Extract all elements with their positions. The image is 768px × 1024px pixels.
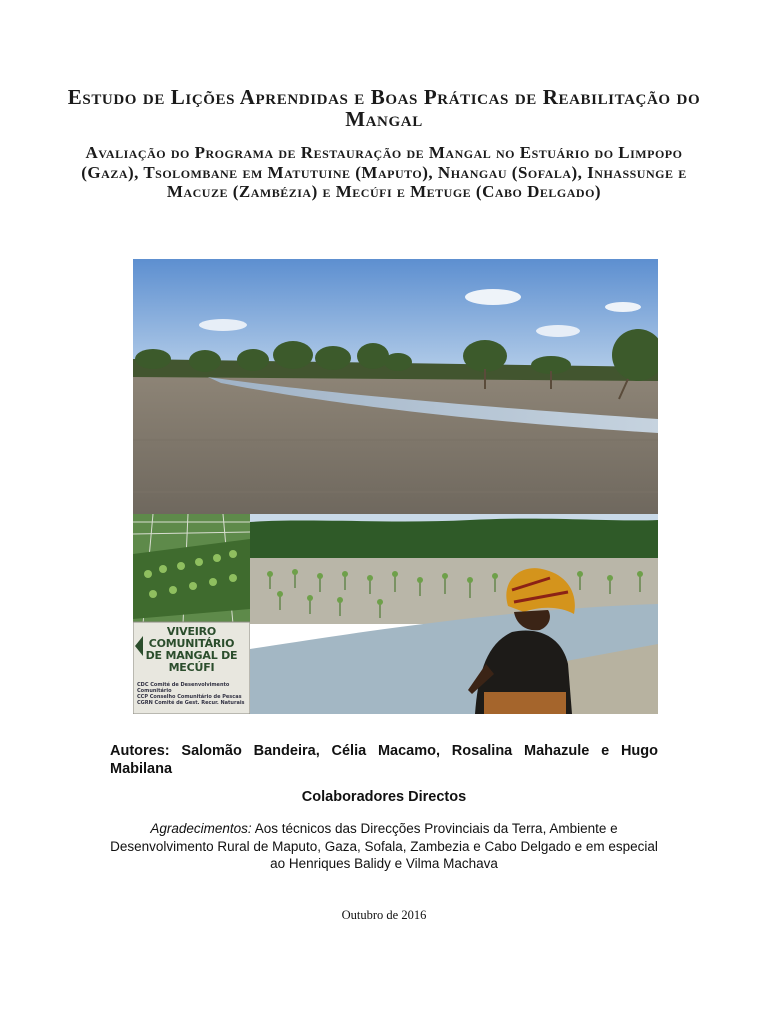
sign-line: MECÚFI	[168, 661, 215, 674]
document-subtitle: Avaliação do Programa de Restauração de Mangal no Estuário do Limpopo (Gaza), Tsolombane em Matutuine (Maputo), Nhangau (Sofala), Inhassunge e Macuze (Zambézia) e Mecúfi e Metuge (Cabo Delgado)	[81, 143, 687, 201]
document-title: Estudo de Lições Aprendidas e Boas Práticas de Reabilitação do Mangal	[67, 85, 701, 131]
collaborators-heading: Colaboradores Directos	[301, 789, 467, 805]
publication-date: Outubro de 2016	[341, 908, 427, 922]
sign-line: VIVEIRO	[166, 625, 217, 638]
nursery-sign	[133, 626, 250, 706]
mangrove-mudflat-photo	[133, 259, 658, 514]
sign-line: COMUNITÁRIO	[148, 637, 235, 650]
nursery-photo	[133, 514, 250, 714]
acknowledgements	[110, 820, 658, 873]
sign-footnote: CDC Comité de Desenvolvimento Comunitário	[137, 682, 230, 694]
sign-line: DE MANGAL DE	[145, 649, 238, 662]
mangrove-planting-photo	[250, 514, 658, 714]
sign-footnote: CCP Conselho Comunitário de Pescas	[137, 694, 242, 700]
acknowledgements-text: Aos técnicos das Direcções Provinciais da Terra, Ambiente e Desenvolvimento Rural de Maputo, Gaza, Sofala, Zambezia e Cabo Delgado e em especial ao Henriques Balidy e Vilma Machava	[110, 821, 658, 871]
sign-footnote: CGRN Comité de Gest. Recur. Naturais	[137, 700, 245, 706]
authors-line: Autores: Salomão Bandeira, Célia Macamo, Rosalina Mahazule e Hugo Mabilana	[110, 743, 658, 777]
acknowledgements-label: Agradecimentos:	[150, 821, 252, 836]
